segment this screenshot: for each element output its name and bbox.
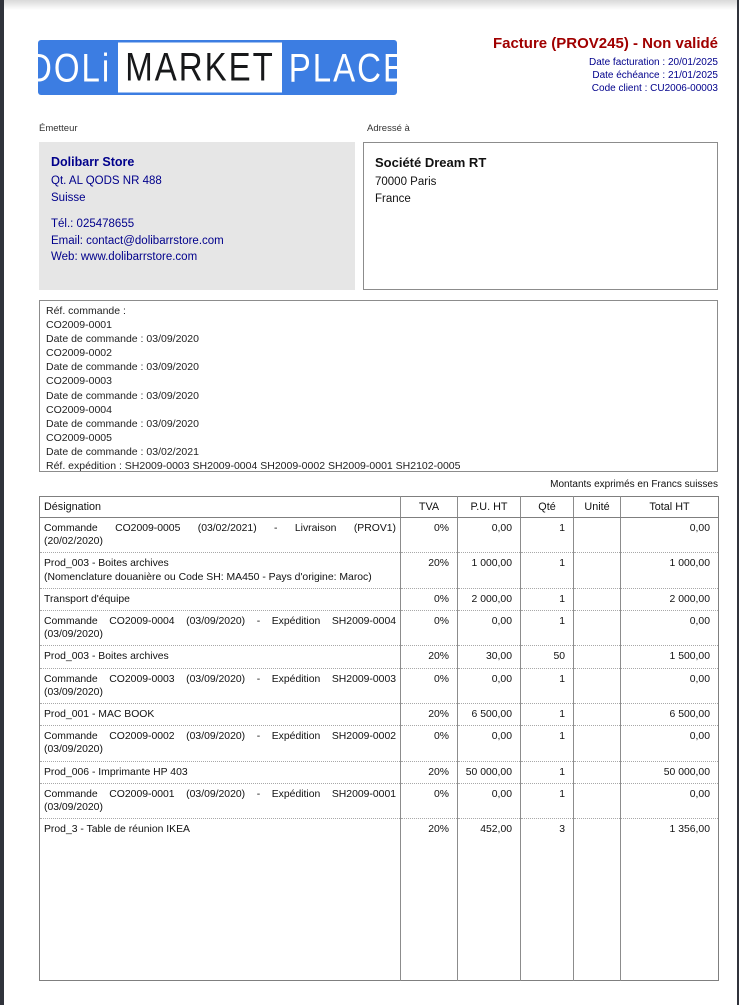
table-row — [40, 646, 719, 668]
qty-cell: 1 — [521, 704, 574, 726]
viewer-left-edge — [0, 0, 4, 1005]
total-ht-cell: 1 500,00 — [621, 646, 719, 668]
order-reference-line: Date de commande : 03/09/2020 — [46, 389, 199, 402]
unit-cell — [574, 588, 621, 610]
logo-word-market: MARKET — [118, 42, 282, 92]
designation-cell — [40, 668, 401, 703]
pu-ht-cell: 0,00 — [458, 611, 521, 646]
total-ht-cell: 0,00 — [621, 668, 719, 703]
table-row — [40, 726, 719, 761]
tva-cell: 0% — [401, 726, 458, 761]
order-reference-line: CO2009-0002 — [46, 347, 112, 360]
order-reference-line: CO2009-0004 — [46, 403, 112, 416]
tva-cell: 20% — [401, 819, 458, 841]
designation-line: Prod_3 - Table de réunion IKEA — [44, 824, 190, 836]
invoice-meta-line: Code client : CU2006-00003 — [591, 83, 718, 94]
qty-cell: 1 — [521, 518, 574, 553]
invoice-meta — [589, 56, 718, 95]
items-table-header — [40, 497, 719, 518]
table-row — [40, 518, 719, 553]
order-reference-line: Date de commande : 03/09/2020 — [46, 333, 199, 346]
designation-line: (03/09/2020) — [44, 802, 103, 814]
pu-ht-cell: 30,00 — [458, 646, 521, 668]
designation-cell — [40, 646, 401, 668]
tva-cell: 20% — [401, 761, 458, 783]
currency-note: Montants exprimés en Francs suisses — [550, 479, 718, 490]
qty-cell: 1 — [521, 783, 574, 818]
pu-ht-cell: 0,00 — [458, 726, 521, 761]
invoice-title: Facture (PROV245) - Non validé — [492, 35, 718, 52]
tva-cell: 0% — [401, 611, 458, 646]
qty-cell: 1 — [521, 588, 574, 610]
designation-cell — [40, 518, 401, 553]
tva-cell: 20% — [401, 553, 458, 588]
qty-cell: 1 — [521, 553, 574, 588]
pu-ht-cell: 452,00 — [458, 819, 521, 841]
order-reference-line: CO2009-0005 — [46, 431, 112, 444]
logo-word-place: PLACE — [288, 44, 407, 90]
designation-cell — [40, 783, 401, 818]
order-reference-line: Date de commande : 03/09/2020 — [46, 361, 199, 374]
unit-cell — [574, 761, 621, 783]
total-ht-cell: 0,00 — [621, 518, 719, 553]
logo-word-doli: DOLi — [28, 44, 112, 90]
table-header-cell: P.U. HT — [458, 497, 521, 518]
designation-cell — [40, 704, 401, 726]
total-ht-cell: 6 500,00 — [621, 704, 719, 726]
empty-cell — [40, 840, 401, 980]
designation-line: Transport d'équipe — [44, 593, 130, 605]
tva-cell: 20% — [401, 704, 458, 726]
unit-cell — [574, 726, 621, 761]
pu-ht-cell: 6 500,00 — [458, 704, 521, 726]
order-reference-line: Date de commande : 03/02/2021 — [46, 445, 199, 458]
viewer-right-edge — [737, 0, 739, 1005]
addressee-address — [375, 174, 709, 208]
order-reference-line: CO2009-0003 — [46, 375, 112, 388]
emitter-address-line: Suisse — [51, 191, 86, 204]
tva-cell: 20% — [401, 646, 458, 668]
qty-cell: 3 — [521, 819, 574, 841]
tva-cell: 0% — [401, 518, 458, 553]
emitter-contact — [51, 216, 347, 266]
designation-line: (03/09/2020) — [44, 686, 103, 698]
emitter-contact-line: Web: www.dolibarrstore.com — [51, 251, 198, 263]
company-logo — [28, 40, 407, 95]
unit-cell — [574, 553, 621, 588]
designation-cell — [40, 611, 401, 646]
qty-cell: 1 — [521, 726, 574, 761]
unit-cell — [574, 819, 621, 841]
qty-cell: 50 — [521, 646, 574, 668]
table-row — [40, 783, 719, 818]
designation-line: Commande CO2009-0001 (03/09/2020) - Expédition SH2009-0001 — [44, 788, 396, 800]
pu-ht-cell: 0,00 — [458, 518, 521, 553]
table-empty-space — [40, 840, 719, 980]
addressee-label: Adressé à — [367, 123, 410, 134]
table-row — [40, 819, 719, 841]
table-row — [40, 588, 719, 610]
addressee-box — [363, 142, 718, 290]
unit-cell — [574, 646, 621, 668]
total-ht-cell: 0,00 — [621, 611, 719, 646]
emitter-contact-line: Email: contact@dolibarrstore.com — [51, 234, 224, 247]
order-reference-line: Réf. commande : — [46, 305, 126, 317]
viewer-top-shadow — [4, 0, 737, 10]
tva-cell: 0% — [401, 668, 458, 703]
table-header-cell: Total HT — [621, 497, 719, 518]
invoice-meta-line: Date facturation : 20/01/2025 — [589, 57, 718, 68]
empty-cell — [621, 840, 719, 980]
designation-cell — [40, 553, 401, 588]
designation-line: (03/09/2020) — [44, 629, 103, 641]
designation-line: Prod_003 - Boites archives — [44, 651, 169, 663]
qty-cell: 1 — [521, 668, 574, 703]
order-reference-line: Date de commande : 03/09/2020 — [46, 417, 199, 430]
emitter-label: Émetteur — [39, 123, 78, 134]
empty-cell — [521, 840, 574, 980]
tva-cell: 0% — [401, 588, 458, 610]
table-header-cell: Qté — [521, 497, 574, 518]
order-references-box — [39, 300, 718, 472]
designation-line: Prod_001 - MAC BOOK — [44, 709, 155, 721]
unit-cell — [574, 518, 621, 553]
qty-cell: 1 — [521, 611, 574, 646]
items-table-wrap — [39, 496, 718, 981]
unit-cell — [574, 611, 621, 646]
designation-line: Commande CO2009-0004 (03/09/2020) - Expédition SH2009-0004 — [44, 616, 396, 628]
table-header-cell: Unité — [574, 497, 621, 518]
addressee-address-line: 70000 Paris — [375, 176, 437, 188]
total-ht-cell: 1 356,00 — [621, 819, 719, 841]
table-row — [40, 553, 719, 588]
total-ht-cell: 0,00 — [621, 726, 719, 761]
designation-cell — [40, 726, 401, 761]
table-row — [40, 704, 719, 726]
total-ht-cell: 0,00 — [621, 783, 719, 818]
pu-ht-cell: 0,00 — [458, 783, 521, 818]
empty-cell — [458, 840, 521, 980]
order-reference-line: CO2009-0001 — [46, 319, 112, 332]
pu-ht-cell: 2 000,00 — [458, 588, 521, 610]
addressee-name: Société Dream RT — [375, 155, 487, 170]
tva-cell: 0% — [401, 783, 458, 818]
emitter-name: Dolibarr Store — [51, 155, 135, 169]
emitter-address-line: Qt. AL QODS NR 488 — [51, 175, 162, 187]
emitter-contact-line: Tél.: 025478655 — [51, 218, 135, 230]
designation-line: (03/09/2020) — [44, 744, 103, 756]
unit-cell — [574, 668, 621, 703]
table-header-cell: Désignation — [40, 497, 401, 518]
unit-cell — [574, 704, 621, 726]
designation-line: Commande CO2009-0003 (03/09/2020) - Expédition SH2009-0003 — [44, 673, 396, 685]
items-table — [39, 496, 719, 981]
designation-line: (20/02/2020) — [44, 536, 103, 548]
designation-cell — [40, 819, 401, 841]
pu-ht-cell: 1 000,00 — [458, 553, 521, 588]
qty-cell: 1 — [521, 761, 574, 783]
designation-line: Commande CO2009-0002 (03/09/2020) - Expédition SH2009-0002 — [44, 731, 396, 743]
table-header-cell: TVA — [401, 497, 458, 518]
pu-ht-cell: 50 000,00 — [458, 761, 521, 783]
total-ht-cell: 1 000,00 — [621, 553, 719, 588]
designation-line: Prod_006 - Imprimante HP 403 — [44, 766, 188, 778]
designation-cell — [40, 761, 401, 783]
table-row — [40, 668, 719, 703]
designation-cell — [40, 588, 401, 610]
invoice-page — [4, 0, 737, 1005]
total-ht-cell: 2 000,00 — [621, 588, 719, 610]
designation-line: (Nomenclature douanière ou Code SH: MA450 - Pays d'origine: Maroc) — [44, 571, 372, 583]
total-ht-cell: 50 000,00 — [621, 761, 719, 783]
table-row — [40, 611, 719, 646]
unit-cell — [574, 783, 621, 818]
table-row — [40, 761, 719, 783]
empty-cell — [574, 840, 621, 980]
addressee-address-line: France — [375, 193, 411, 205]
emitter-box — [39, 142, 355, 290]
pu-ht-cell: 0,00 — [458, 668, 521, 703]
empty-cell — [401, 840, 458, 980]
emitter-address — [51, 173, 347, 206]
order-reference-line: Réf. expédition : SH2009-0003 SH2009-0004 SH2009-0002 SH2009-0001 SH2102-0005 — [46, 460, 461, 473]
designation-line: Commande CO2009-0005 (03/02/2021) - Livraison (PROV1) — [44, 523, 396, 534]
invoice-meta-line: Date échéance : 21/01/2025 — [592, 70, 718, 81]
designation-line: Prod_003 - Boites archives — [44, 558, 169, 570]
